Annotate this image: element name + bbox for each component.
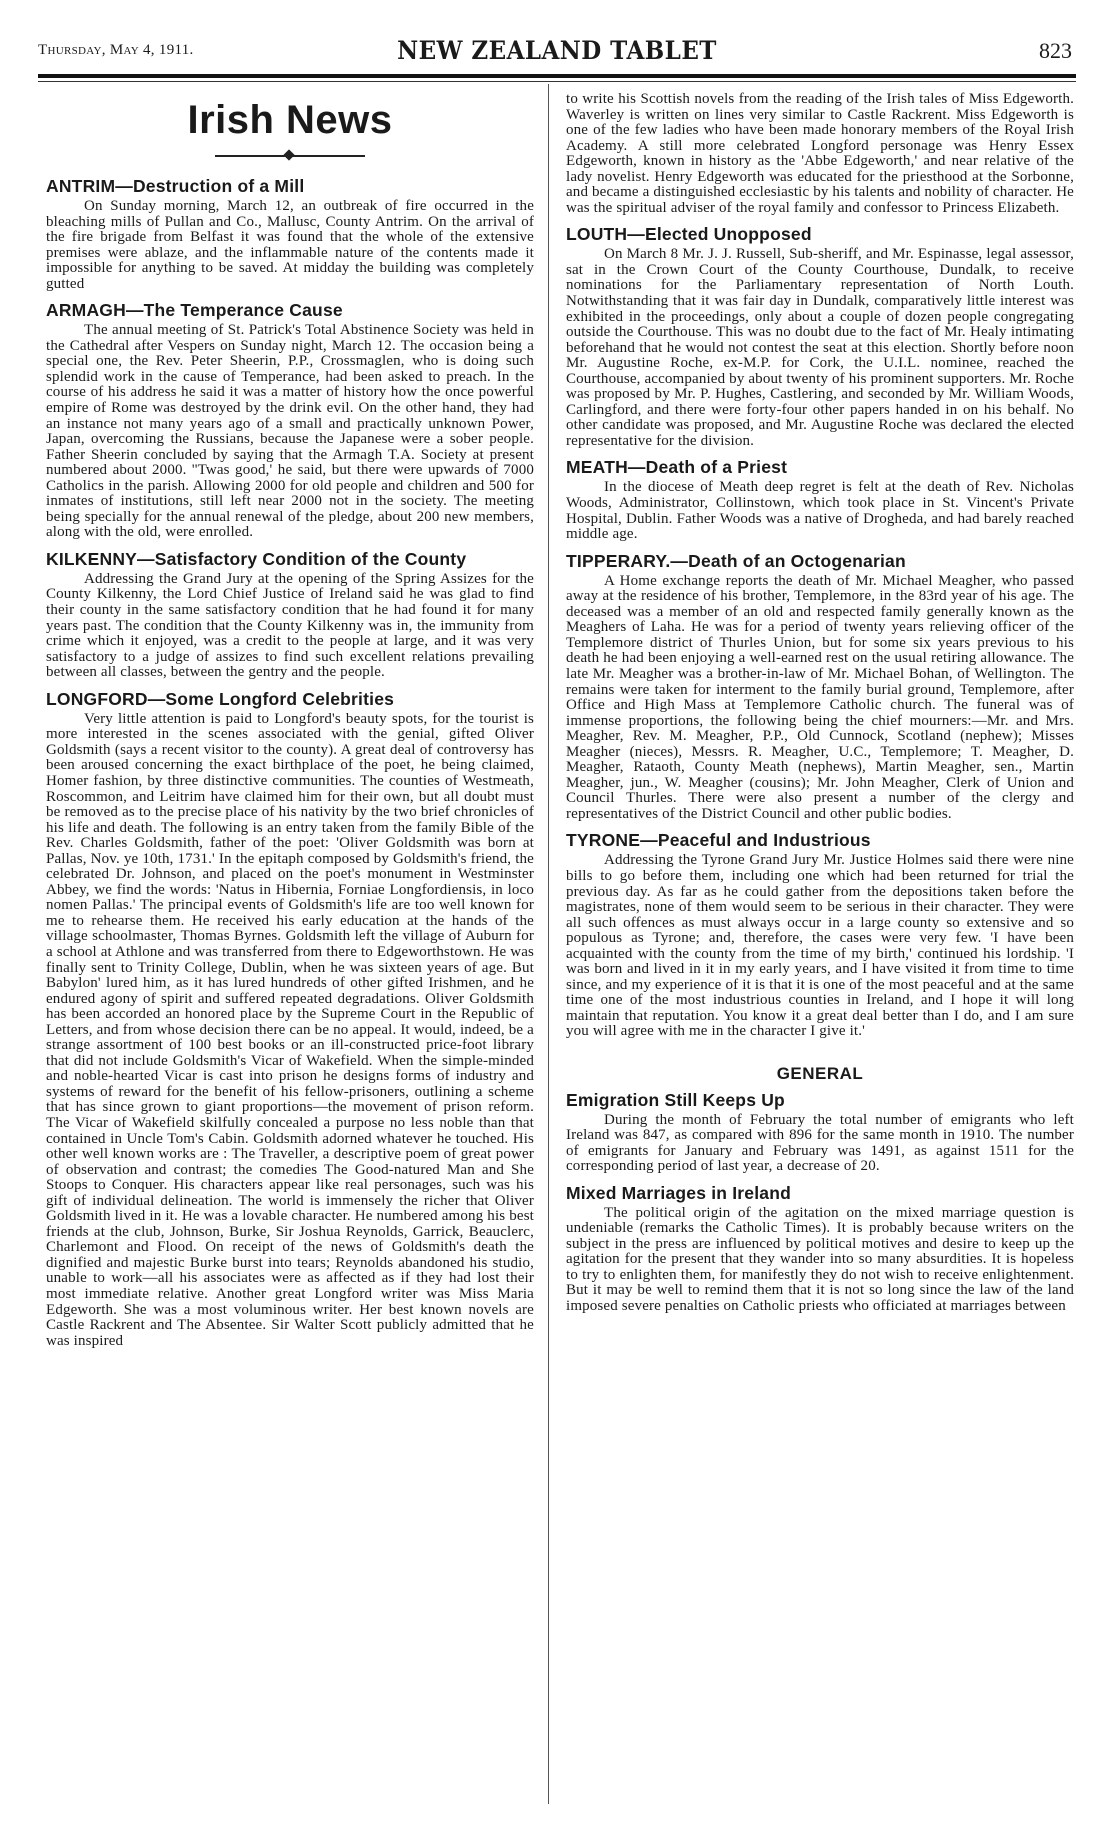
article-body-meath: In the diocese of Meath deep regret is felt at the death of Rev. Nicholas Woods, Administrator, Collinstown, which took place in St. Vincent's Private Hospital, Dublin. Father Woods was a native of Drogheda, and had barely reached middle age. — [566, 479, 1074, 543]
article-body-tyrone: Addressing the Tyrone Grand Jury Mr. Justice Holmes said there were nine bills to go before them, including one which had been returned for trial the previous day. As far as he could gather from the depositions taken before the magistrates, none of them would seem to be serious in their character. They were all such offences as must always occur in a large county so extensive and so populous as Tyrone; and, therefore, the cases were very few. 'I have been acquainted with the county from the time of my birth,' continued his lordship. 'I was born and lived in it in my early years, and I have visited it from time to time since, and my experience of it is that it is one of the most peaceful and at the same time one of the most industrious counties in Ireland, and I hope it will long maintain that reputation. You know it a great deal better than I do, and I am sure you will agree with me in the character I give it.' — [566, 852, 1074, 1040]
article-heading-meath: MEATH—Death of a Priest — [566, 457, 788, 478]
diamond-icon — [283, 149, 294, 160]
article-heading-mixed-marriages: Mixed Marriages in Ireland — [566, 1182, 791, 1203]
general-section-title: GENERAL — [776, 1063, 864, 1083]
article-body-mixed-marriages: The political origin of the agitation on the mixed marriage question is undeniable (remarks the Catholic Times). It is probably because writers on the subject in the press are influenced by political motives and desire to keep up the agitation for the present that they wander into so many absurdities. It is hopeless to try to enlighten them, for manifestly they do not wish to receive enlightenment. But it may be well to remind them that it is not so long since the law of the land imposed severe penalties on Catholic priests who officiated at marriages between — [566, 1204, 1074, 1314]
article-body-kilkenny: Addressing the Grand Jury at the opening of the Spring Assizes for the County Kilkenny, the Lord Chief Justice of Ireland said he was glad to find their county in the same satisfactory condition that he had found it for many years past. The condition that the County Kilkenny was in, the immunity from crime which it enjoyed, was a credit to the people at large, and it was very satisfactory to a judge of assizes to find such excellent relations prevailing between all classes, between the gentry and the people. — [46, 570, 534, 681]
article-heading-longford: LONGFORD—Some Longford Celebrities — [46, 688, 395, 709]
article-body-tipperary: A Home exchange reports the death of Mr. Michael Meagher, who passed away at the residence of his brother, Templemore, in the 83rd year of his age. The deceased was a member of an old and respected family generally known as the Meaghers of Laha. He was for a period of twenty years relieving officer of the Templemore district of Thurles Union, but for some six years previous to his death he had been enjoying a well-earned rest on the usual retiring allowance. The late Mr. Meagher was a brother-in-law of Mr. Michael Bohan, of Wellington. The remains were taken for interment to the family burial ground, Templemore, after Office and High Mass at Templemore Catholic church. The funeral was of immense proportions, the following being the chief mourners:—Mr. and Mrs. Meagher, Rev. M. Meagher, P.P., Old Cunnock, Scotland (nephew); Misses Meagher (nieces), Messrs. R. Meagher, U.C., Templemore; T. Meagher, D. Meagher, Rataoth, County Meath (nephews), Martin Meagher, sen., Martin Meagher, jun., W. Meagher (cousins); Mr. John Meagher, Clerk of Union and Council Thurles. There were also present a number of the clergy and representatives of the District Council and other public bodies. — [566, 572, 1074, 822]
section-title: Irish News — [187, 98, 393, 142]
article-body-armagh: The annual meeting of St. Patrick's Total Abstinence Society was held in the Cathedral after Vespers on Sunday night, March 12. The occasion being a special one, the Rev. Peter Sheerin, P.P., Crossmaglen, who is doing such splendid work in the cause of Temperance, had been asked to preach. In the course of his address he said it was a matter of history how the once powerful empire of Rome was destroyed by the drink evil. On the other hand, they had an instance not many years ago of a small and practically unknown Power, Japan, overcoming the Russians, because the Japanese were a sober people. Father Sheerin concluded by saying that the Armagh T.A. Society at present numbered about 2000. ''Twas good,' he said, but there were upwards of 7000 Catholics in the parish. Allowing 2000 for old people and children and 500 for inmates of institutions, still left near 2000 not in the society. The meeting being specially for the annual renewal of the pledge, about 200 new members, along with the old, were enrolled. — [46, 322, 534, 541]
page-number: 823 — [1039, 38, 1072, 63]
article-body-louth: On March 8 Mr. J. J. Russell, Sub-sheriff, and Mr. Espinasse, legal assessor, sat in the Crown Court of the County Courthouse, Dundalk, to receive nominations for the Parliamentary representation of North Louth. Notwithstanding that it was fair day in Dundalk, comparatively little interest was exhibited in the proceedings, only about a couple of dozen people congregating outside the Courthouse. This was no doubt due to the fact of Mr. Healy intimating beforehand that he would not contest the seat at this election. Shortly before noon Mr. Augustine Roche, ex-M.P. for Cork, the U.I.L. nominee, reached the Courthouse, accompanied by about twenty of his prominent supporters. Mr. Roche was proposed by Mr. P. Hughes, Castlering, and seconded by Mr. William Woods, Carlingford, and there were forty-four other papers handed in on his behalf. No other candidate was proposed, and Mr. Augustine Roche was declared the elected representative for the division. — [566, 246, 1074, 449]
masthead-rule-thin — [38, 81, 1076, 82]
right-column — [566, 92, 1074, 1315]
newspaper-title: NEW ZEALAND TABLET — [397, 36, 717, 65]
issue-date: Thursday, May 4, 1911. — [38, 42, 194, 58]
article-heading-tipperary: TIPPERARY.—Death of an Octogenarian — [566, 550, 906, 571]
ornament-divider — [215, 150, 365, 160]
masthead-rule — [38, 74, 1076, 78]
left-column — [46, 92, 534, 1349]
article-heading-louth: LOUTH—Elected Unopposed — [566, 224, 812, 245]
article-heading-armagh: ARMAGH—The Temperance Cause — [46, 300, 343, 321]
column-divider — [548, 84, 549, 1804]
article-heading-emigration: Emigration Still Keeps Up — [566, 1089, 785, 1110]
article-continuation-longford: to write his Scottish novels from the reading of the Irish tales of Miss Edgeworth. Waverley is written on lines very similar to Castle Rackrent. Miss Edgeworth is one of the few ladies who have been made honorary members of the Royal Irish Academy. A still more celebrated Longford personage was Henry Essex Edgeworth, known in history as the 'Abbe Edgeworth,' and near relative of the lady novelist. Henry Edgeworth was educated for the priesthood at the Sorbonne, and became a distinguished ecclesiastic by his talents and nobility of character. He was the spiritual adviser of the royal family and confessor to Princess Elizabeth. — [566, 91, 1074, 216]
article-body-emigration: During the month of February the total number of emigrants who left Ireland was 847, as compared with 896 for the same month in 1910. The number of emigrants for January and February was 1491, as against 1511 for the corresponding period of last year, a decrease of 20. — [566, 1111, 1074, 1175]
article-heading-antrim: ANTRIM—Destruction of a Mill — [46, 176, 305, 196]
article-body-longford: Very little attention is paid to Longford's beauty spots, for the tourist is more interested in the scenes associated with the genial, gifted Oliver Goldsmith (says a recent visitor to the county). A great deal of controversy has been aroused concerning the exact birthplace of the poet, he being claimed, Homer fashion, by three distinctive communities. The counties of Westmeath, Roscommon, and Leitrim have claimed him for their own, but all doubt must be removed as to the precise place of his nativity by the two brief chronicles of his life and death. The following is an entry taken from the family Bible of the Rev. Charles Goldsmith, father of the poet: 'Oliver Goldsmith was born at Pallas, Nov. ye 10th, 1731.' In the epitaph composed by Goldsmith's friend, the celebrated Dr. Johnson, and placed on the poet's monument in Westminster Abbey, we find the words: 'Natus in Hibernia, Forniae Longfordiensis, in loco nomen Pallas.' The principal events of Goldsmith's life are too well known for me to rehearse them. He received his early education at the hands of the village schoolmaster, Thomas Byrnes. Goldsmith left the village of Auburn for a school at Athlone and was transferred from there to Edgeworthstown. He was finally sent to Trinity College, Dublin, when he was sixteen years of age. But Babylon' lured him, as it has lured hundreds of other gifted Irishmen, and he endured agony of spirit and suffered repeated degradations. Oliver Goldsmith has been accorded an honored place by the Supreme Court in the Republic of Letters, and from whose decision there can be no appeal. It would, indeed, be a strange assortment of 100 best books or an ill-constructed price-foot library that did not include Goldsmith's Vicar of Wakefield. When the simple-minded and noble-hearted Vicar is cast into prison he designs forms of industry and systems of reward for the benefit of his fellow-prisoners, outlining a scheme that has since grown to giant proportions—the movement of prison reform. The Vicar of Wakefield skilfully concealed a purpose no less noble than that contained in Uncle Tom's Cabin. Goldsmith adorned whatever he touched. His other well known works are : The Traveller, a descriptive poem of great power of observation and contrast; the comedies The Good-natured Man and She Stoops to Conquer. His characters appear like real personages, such was his gift of individual delineation. The world is immensely the richer that Oliver Goldsmith lived in it. He was a lovable character. He numbered among his best friends at the club, Johnson, Burke, Sir Joshua Reynolds, Garrick, Beauclerc, Charlemont and Flood. On receipt of the news of Goldsmith's death the dignified and majestic Burke burst into tears; Reynolds abandoned his studio, unable to work—all his associates were as affected as if they had lost their most immediate relative. Another great Longford writer was Miss Maria Edgeworth. She was a most voluminous writer. Her best known novels are Castle Rackrent and The Absentee. Sir Walter Scott publicly admitted that he was inspired — [46, 710, 534, 1349]
article-body-antrim: On Sunday morning, March 12, an outbreak of fire occurred in the bleaching mills of Pullan and Co., Mallusc, County Antrim. On the arrival of the fire brigade from Belfast it was found that the whole of the extensive premises were ablaze, and the inflammable nature of the contents made it impossible for anything to be saved. At midday the building was completely gutted — [46, 198, 534, 292]
masthead — [38, 36, 1076, 66]
article-heading-kilkenny: KILKENNY—Satisfactory Condition of the County — [46, 548, 467, 569]
article-heading-tyrone: TYRONE—Peaceful and Industrious — [566, 830, 871, 851]
